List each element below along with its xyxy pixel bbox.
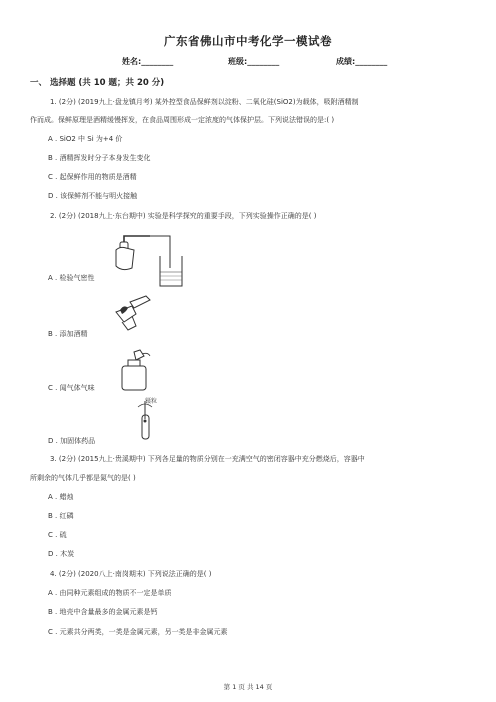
question-1-option-b: B . 酒精挥发时分子本身发生变化 [48,154,151,162]
question-2-line-1: 2. (2分) (2018九上·东台期中) 实验是科学探究的重要手段，下列实验操作正确的是( ) [50,212,317,220]
question-2-option-b: B . 添加酒精 [48,330,88,338]
question-4-line-1: 4. (2分) (2020八上·南岗期末) 下列说法正确的是( ) [50,570,212,578]
question-3-line-2: 所剩余的气体几乎都是氮气的是( ) [30,474,136,482]
question-3-line-1: 3. (2分) (2015九上·贵溪期中) 下列各足量的物质分别在一充满空气的密闭容器中充分燃烧后，容器中 [50,455,365,463]
page-title: 广东省佛山市中考化学一模试卷 [164,34,332,48]
name-field-label: 姓名:________ [122,57,174,66]
question-4-option-b: B . 地壳中含量最多的金属元素是钙 [48,608,158,616]
tweezers-label: 镊粒 [145,398,158,405]
question-2-option-c: C . 闻气体气味 [48,384,95,392]
score-field-label: 成绩:________ [336,57,388,66]
question-1-option-c: C . 起保鲜作用的物质是酒精 [48,173,137,181]
question-4-option-a: A . 由同种元素组成的物质不一定是单质 [48,589,172,597]
question-3-option-c: C . 硫 [48,531,67,539]
question-1-line-1: 1. (2分) (2019九上·盘龙镇月考) 某外控型食品保鲜剂以淀粉、二氧化硅(SiO2)为载体，吸附酒精制 [50,98,359,106]
page-footer: 第 1 页 共 14 页 [223,683,273,691]
class-field-label: 班级:________ [228,57,280,66]
question-3-option-d: D . 木炭 [48,550,75,558]
question-3-option-b: B . 红磷 [48,512,74,520]
smelling-gas-figure [114,348,159,393]
airtightness-check-figure [112,228,187,290]
question-4-option-c: C . 元素共分两类，一类是金属元素，另一类是非金属元素 [48,628,228,636]
adding-alcohol-figure [110,292,155,332]
question-2-option-a: A . 检验气密性 [48,274,95,282]
question-1-line-2: 作而成。保鲜原理是酒精缓慢挥发，在食品周围形成一定浓度的气体保护层。下列说法错误的是:( ) [30,116,335,124]
question-2-option-d: D . 加固体药品 [48,437,96,445]
question-3-option-a: A . 蜡烛 [48,493,74,501]
question-1-option-a: A . SiO2 中 Si 为+4 价 [48,135,123,143]
section-heading: 一、 选择题 (共 10 题；共 20 分) [30,78,165,88]
question-1-option-d: D . 该保鲜剂不能与明火接触 [48,192,138,200]
